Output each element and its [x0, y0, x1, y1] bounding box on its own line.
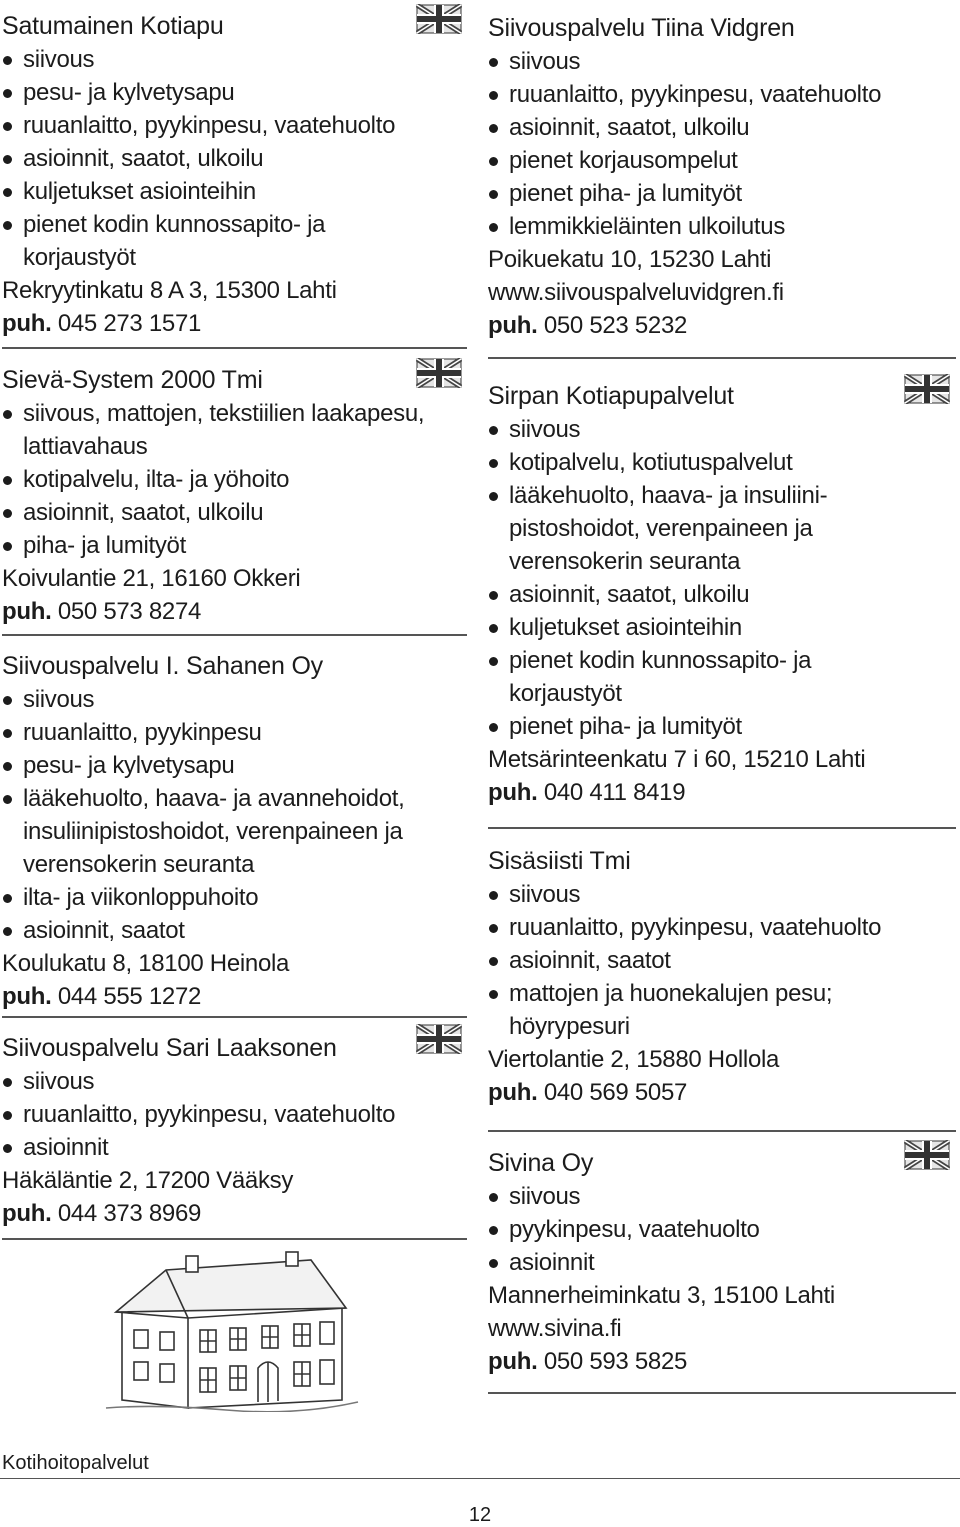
address: Häkäläntie 2, 17200 Vääksy: [2, 1167, 294, 1194]
service-item: asioinnit, saatot, ulkoilu: [488, 111, 958, 144]
phone-label: puh.: [488, 312, 538, 339]
section-divider: [488, 1130, 956, 1132]
phone-number: 050 573 8274: [57, 598, 202, 625]
uk-flag-icon: [416, 358, 462, 388]
company-name: Siivouspalvelu Sari Laaksonen: [2, 1034, 337, 1062]
section-divider: [2, 1016, 467, 1018]
company-name: Satumainen Kotiapu: [2, 12, 224, 40]
service-item: lääkehuolto, haava- ja avannehoidot, insuliinipistoshoidot, verenpaineen ja verensokerin seuranta: [2, 782, 453, 881]
section-divider: [488, 1392, 956, 1394]
service-item: mattojen ja huonekalujen pesu; höyrypesuri: [488, 977, 889, 1043]
phone: [488, 776, 958, 809]
company-name: Siivouspalvelu I. Sahanen Oy: [2, 652, 323, 680]
company-entry: [2, 650, 470, 1013]
phone-number: 050 593 5825: [543, 1348, 688, 1375]
company-entry: [488, 845, 958, 1109]
address: Mannerheiminkatu 3, 15100 Lahti: [488, 1282, 835, 1309]
service-item: asioinnit: [2, 1131, 470, 1164]
company-name: Sievä-System 2000 Tmi: [2, 366, 263, 394]
service-item: kuljetukset asiointeihin: [2, 175, 470, 208]
service-list: [2, 683, 470, 947]
service-item: ruuanlaitto, pyykinpesu, vaatehuolto: [488, 911, 958, 944]
section-divider: [2, 347, 467, 349]
service-item: ruuanlaitto, pyykinpesu, vaatehuolto: [488, 78, 958, 111]
service-item: pesu- ja kylvetysapu: [2, 749, 470, 782]
service-item: pienet piha- ja lumityöt: [488, 177, 958, 210]
section-divider: [488, 357, 956, 359]
address: Koulukatu 8, 18100 Heinola: [2, 950, 290, 977]
phone-label: puh.: [2, 598, 52, 625]
service-list: [488, 413, 958, 743]
company-entry: [488, 1147, 958, 1378]
service-item: asioinnit, saatot, ulkoilu: [2, 142, 470, 175]
service-item: ruuanlaitto, pyykinpesu, vaatehuolto: [2, 109, 470, 142]
house-illustration: [96, 1250, 364, 1412]
phone: [488, 1345, 958, 1378]
phone: [488, 309, 958, 342]
address: Viertolantie 2, 15880 Hollola: [488, 1046, 780, 1073]
phone-label: puh.: [2, 983, 52, 1010]
service-item: siivous: [488, 878, 958, 911]
website-link[interactable]: www.sivina.fi: [488, 1315, 622, 1342]
company-name: Siivouspalvelu Tiina Vidgren: [488, 14, 795, 42]
service-item: pienet korjausompelut: [488, 144, 958, 177]
address: Metsärinteenkatu 7 i 60, 15210 Lahti: [488, 746, 866, 773]
company-entry: [2, 1032, 470, 1230]
page-number: 12: [468, 1504, 492, 1526]
company-name: Sirpan Kotiapupalvelut: [488, 382, 734, 410]
phone-number: 044 373 8969: [57, 1200, 202, 1227]
service-item: lääkehuolto, haava- ja insuliini-pistoshoidot, verenpaineen ja verensokerin seuranta: [488, 479, 869, 578]
phone-number: 050 523 5232: [543, 312, 688, 339]
phone-number: 040 569 5057: [543, 1079, 688, 1106]
service-item: asioinnit: [488, 1246, 958, 1279]
service-item: siivous: [2, 1065, 470, 1098]
service-item: siivous: [488, 413, 958, 446]
uk-flag-icon: [904, 374, 950, 404]
uk-flag-icon: [416, 4, 462, 34]
service-list: [2, 43, 470, 274]
website-link[interactable]: www.siivouspalveluvidgren.fi: [488, 279, 784, 306]
service-item: siivous: [488, 45, 958, 78]
phone-label: puh.: [488, 779, 538, 806]
service-item: siivous: [488, 1180, 958, 1213]
phone-label: puh.: [488, 1079, 538, 1106]
service-item: asioinnit, saatot, ulkoilu: [488, 578, 958, 611]
service-item: kotipalvelu, ilta- ja yöhoito: [2, 463, 470, 496]
service-item: pienet piha- ja lumityöt: [488, 710, 958, 743]
company-entry: [488, 12, 958, 342]
service-item: ruuanlaitto, pyykinpesu: [2, 716, 470, 749]
service-list: [488, 45, 958, 243]
service-item: pesu- ja kylvetysapu: [2, 76, 470, 109]
company-name: Sivina Oy: [488, 1149, 594, 1177]
service-item: asioinnit, saatot: [2, 914, 470, 947]
service-item: ruuanlaitto, pyykinpesu, vaatehuolto: [2, 1098, 470, 1131]
phone: [2, 307, 470, 340]
service-list: [488, 1180, 958, 1279]
section-divider: [2, 1238, 467, 1240]
company-name: Sisäsiisti Tmi: [488, 847, 631, 875]
service-item: pienet kodin kunnossapito- ja korjaustyöt: [2, 208, 353, 274]
phone-number: 040 411 8419: [543, 779, 686, 806]
uk-flag-icon: [904, 1140, 950, 1170]
service-item: siivous, mattojen, tekstiilien laakapesu, lattiavahaus: [2, 397, 453, 463]
section-divider: [2, 634, 467, 636]
service-item: piha- ja lumityöt: [2, 529, 470, 562]
service-item: kotipalvelu, kotiutuspalvelut: [488, 446, 958, 479]
phone: [2, 595, 470, 628]
service-item: siivous: [2, 683, 470, 716]
service-list: [488, 878, 958, 1043]
service-list: [2, 397, 470, 562]
section-divider: [488, 827, 956, 829]
service-item: lemmikkieläinten ulkoilutus: [488, 210, 958, 243]
phone-number: 045 273 1571: [57, 310, 202, 337]
company-entry: [488, 380, 958, 809]
company-entry: [2, 364, 470, 628]
address: Poikuekatu 10, 15230 Lahti: [488, 246, 772, 273]
phone-label: puh.: [2, 1200, 52, 1227]
address: Rekryytinkatu 8 A 3, 15300 Lahti: [2, 277, 337, 304]
phone-label: puh.: [488, 1348, 538, 1375]
footer-divider: [0, 1478, 960, 1479]
phone-number: 044 555 1272: [57, 983, 202, 1010]
address: Koivulantie 21, 16160 Okkeri: [2, 565, 301, 592]
phone: [488, 1076, 958, 1109]
phone: [2, 980, 470, 1013]
service-item: pyykinpesu, vaatehuolto: [488, 1213, 958, 1246]
service-list: [2, 1065, 470, 1164]
company-entry: [2, 10, 470, 340]
phone-label: puh.: [2, 310, 52, 337]
phone: [2, 1197, 470, 1230]
service-item: pienet kodin kunnossapito- ja korjaustyöt: [488, 644, 869, 710]
service-item: asioinnit, saatot: [488, 944, 958, 977]
service-item: ilta- ja viikonloppuhoito: [2, 881, 470, 914]
section-label: Kotihoitopalvelut: [2, 1452, 149, 1474]
service-item: asioinnit, saatot, ulkoilu: [2, 496, 470, 529]
service-item: kuljetukset asiointeihin: [488, 611, 958, 644]
uk-flag-icon: [416, 1024, 462, 1054]
service-item: siivous: [2, 43, 470, 76]
